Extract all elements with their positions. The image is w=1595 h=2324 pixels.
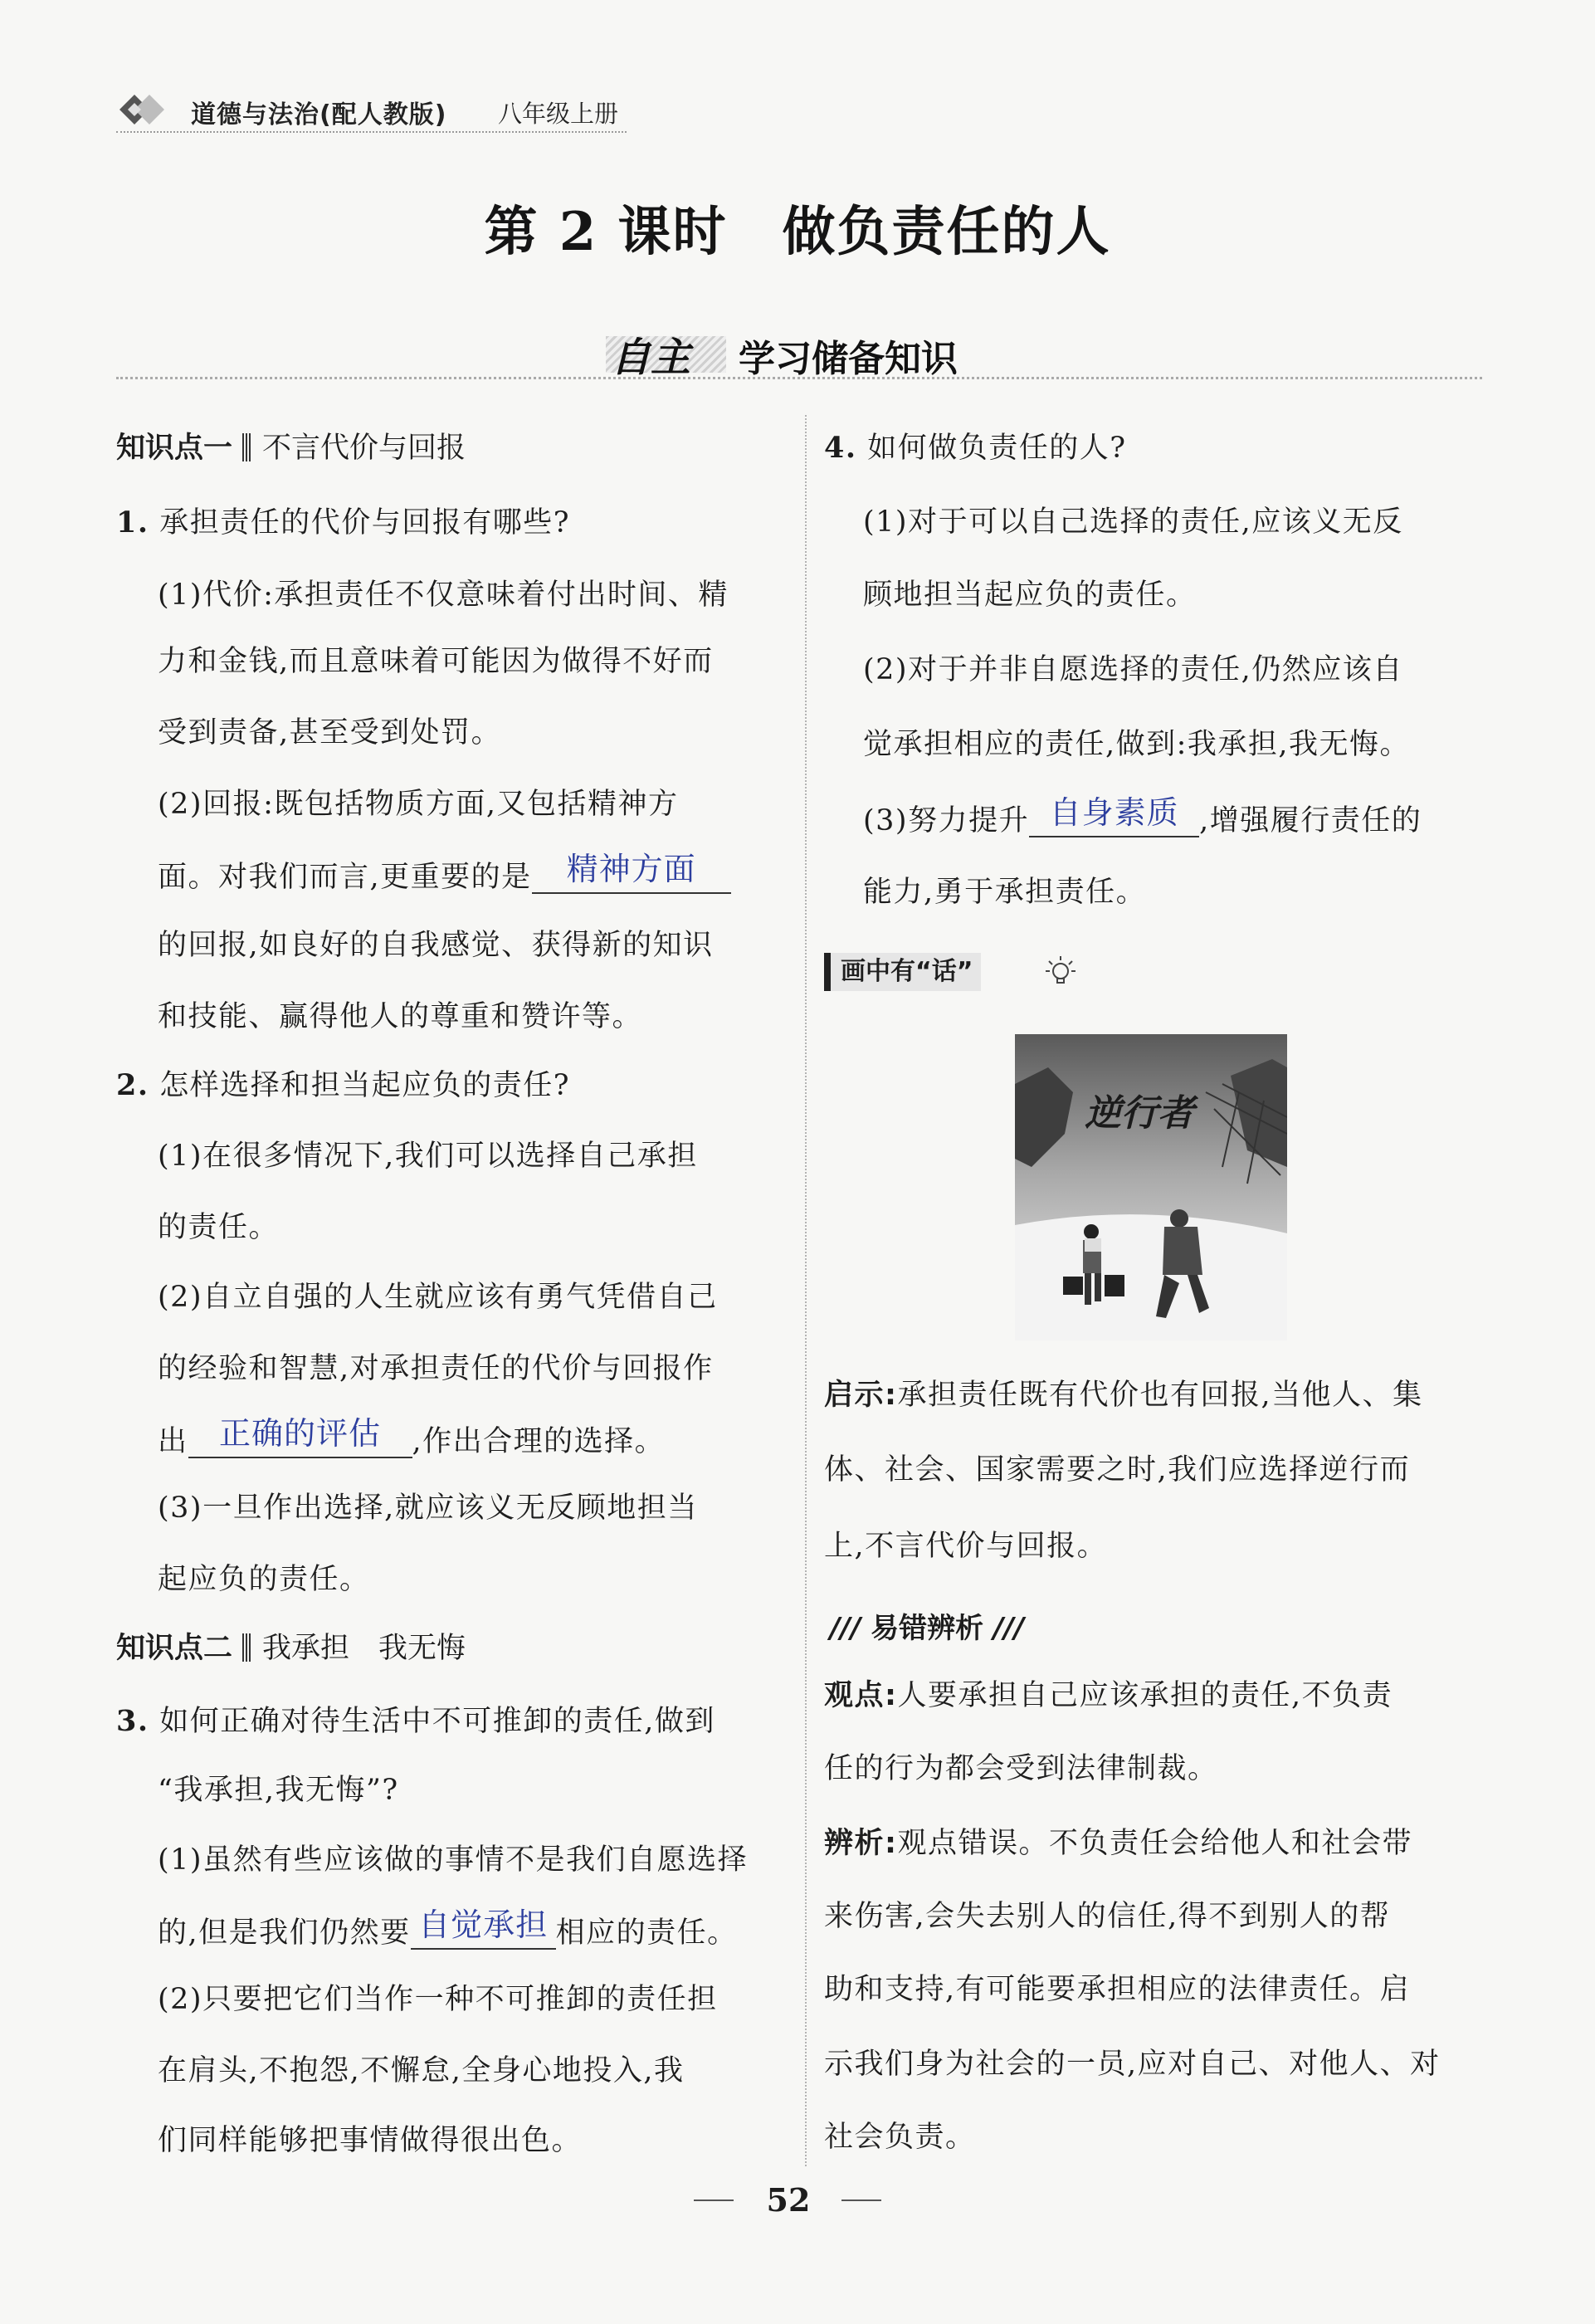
answer-blank <box>1029 794 1199 837</box>
analysis-text: 观点错误。不负责任会给他人和社会带 <box>897 1827 1413 1860</box>
insight-line-1 <box>824 1381 1423 1410</box>
knowledge-point-title: 我承担 我无悔 <box>262 1632 466 1665</box>
text-line: 和技能、赢得他人的尊重和赞许等。 <box>158 1000 643 1033</box>
book-title: 道德与法治(配人教版) <box>191 100 447 129</box>
viewpoint-line-1 <box>824 1679 1393 1712</box>
picture-section-label: 画中有“话” <box>824 953 981 991</box>
text-line: 的责任。 <box>158 1211 280 1244</box>
text-line: 的回报,如良好的自我感觉、获得新的知识 <box>158 929 714 962</box>
error-heading-text: 易错辨析 <box>871 1612 984 1645</box>
slash-decoration-icon: /// <box>830 1612 871 1645</box>
fill-blank-line <box>158 1415 666 1458</box>
text-segment: 出 <box>158 1425 188 1458</box>
insight-line-2: 体、社会、国家需要之时,我们应选择逆行而 <box>824 1453 1411 1487</box>
text-segment: 面。对我们而言,更重要的是 <box>158 861 532 894</box>
column-divider <box>805 415 807 2166</box>
knowledge-point-1 <box>116 433 466 463</box>
question-text: 如何正确对待生活中不可推卸的责任,做到 <box>159 1705 715 1738</box>
text-line: 们同样能够把事情做得很出色。 <box>158 2124 583 2157</box>
question-4 <box>824 433 1126 463</box>
text-line: 受到责备,甚至受到处罚。 <box>158 716 502 749</box>
page-number-rule-left <box>694 2200 734 2201</box>
text-line: (2)回报:既包括物质方面,又包括精神方 <box>158 788 679 821</box>
handwritten-answer: 正确的评估 <box>219 1415 382 1452</box>
knowledge-point-label: 知识点一 <box>116 432 233 465</box>
text-line: (2)自立自强的人生就应该有勇气凭借自己 <box>158 1281 718 1314</box>
slash-decoration-icon: /// <box>983 1612 1025 1645</box>
text-segment: ,增强履行责任的 <box>1199 804 1422 837</box>
text-line: “我承担,我无悔”? <box>158 1774 399 1807</box>
insight-label: 启示: <box>824 1379 898 1412</box>
answer-blank <box>188 1415 412 1458</box>
fill-blank-line <box>158 1907 738 1950</box>
retrograde-poster-image <box>1015 1034 1287 1340</box>
bar-icon <box>242 433 251 461</box>
text-line: (1)在很多情况下,我们可以选择自己承担 <box>158 1140 698 1173</box>
insight-line-3: 上,不言代价与回报。 <box>824 1530 1108 1563</box>
viewpoint-label: 观点: <box>824 1679 898 1712</box>
question-2 <box>116 1068 570 1102</box>
section-heading-strong: 自主 <box>611 334 691 381</box>
question-number: 2. <box>116 1068 149 1102</box>
question-text: 如何做负责任的人? <box>867 432 1127 465</box>
answer-blank <box>411 1907 556 1950</box>
knowledge-point-title: 不言代价与回报 <box>262 432 466 465</box>
question-number: 3. <box>116 1704 149 1738</box>
analysis-line-2: 来伤害,会失去别人的信任,得不到别人的帮 <box>824 1900 1391 1933</box>
question-3 <box>116 1706 715 1736</box>
lesson-title: 第 2 课时 做负责任的人 <box>484 201 1111 263</box>
handwritten-answer: 精神方面 <box>566 851 696 887</box>
question-1 <box>116 505 570 540</box>
page-number: 52 <box>766 2181 811 2219</box>
lightbulb-icon <box>1044 953 1077 991</box>
fill-blank-line <box>158 851 731 894</box>
text-line: (1)对于可以自己选择的责任,应该义无反 <box>863 505 1403 539</box>
knowledge-point-label: 知识点二 <box>116 1632 233 1665</box>
knowledge-point-2 <box>116 1633 466 1663</box>
text-line: (1)虽然有些应该做的事情不是我们自愿选择 <box>158 1843 749 1877</box>
text-line: (2)只要把它们当作一种不可推卸的责任担 <box>158 1983 718 2016</box>
poster-title: 逆行者 <box>1085 1092 1194 1135</box>
question-text: 承担责任的代价与回报有哪些? <box>159 506 570 540</box>
text-line: 在肩头,不抱怨,不懈怠,全身心地投入,我 <box>158 2054 685 2087</box>
text-line: 能力,勇于承担责任。 <box>863 876 1147 909</box>
question-number: 4. <box>824 431 857 465</box>
text-segment: (3)努力提升 <box>863 804 1030 837</box>
book-logo-icon <box>116 90 169 129</box>
text-segment: ,作出合理的选择。 <box>412 1425 666 1458</box>
analysis-label: 辨析: <box>824 1827 898 1860</box>
question-text: 怎样选择和担当起应负的责任? <box>159 1069 570 1102</box>
viewpoint-text: 人要承担自己应该承担的责任,不负责 <box>897 1679 1393 1712</box>
section-heading-text: 学习储备知识 <box>739 338 958 380</box>
question-number: 1. <box>116 505 149 540</box>
text-segment: 的,但是我们仍然要 <box>158 1916 411 1950</box>
analysis-line-1 <box>824 1829 1412 1858</box>
analysis-line-4: 示我们身为社会的一员,应对自己、对他人、对 <box>824 2048 1441 2081</box>
text-line: (1)代价:承担责任不仅意味着付出时间、精 <box>158 579 729 612</box>
page-number-rule-right <box>841 2200 881 2201</box>
text-line: 觉承担相应的责任,做到:我承担,我无悔。 <box>863 728 1411 761</box>
text-line: 顾地担当起应负的责任。 <box>863 579 1197 612</box>
text-line: 起应负的责任。 <box>158 1563 370 1596</box>
text-line: 的经验和智慧,对承担责任的代价与回报作 <box>158 1352 714 1385</box>
analysis-line-3: 助和支持,有可能要承担相应的法律责任。启 <box>824 1973 1411 2006</box>
book-grade: 八年级上册 <box>498 100 619 128</box>
insight-text: 承担责任既有代价也有回报,当他人、集 <box>897 1379 1423 1412</box>
text-segment: 相应的责任。 <box>555 1916 738 1950</box>
analysis-line-5: 社会负责。 <box>824 2121 976 2154</box>
handwritten-answer: 自身素质 <box>1049 794 1179 831</box>
answer-blank <box>532 851 731 894</box>
handwritten-answer: 自觉承担 <box>418 1907 549 1943</box>
header-divider <box>116 131 627 133</box>
bar-icon <box>242 1633 251 1662</box>
text-line: (3)一旦作出选择,就应该义无反顾地担当 <box>158 1492 698 1525</box>
text-line: (2)对于并非自愿选择的责任,仍然应该自 <box>863 653 1403 686</box>
text-line: 力和金钱,而且意味着可能因为做得不好而 <box>158 645 714 678</box>
error-analysis-heading <box>830 1605 1024 1646</box>
viewpoint-line-2: 任的行为都会受到法律制裁。 <box>824 1752 1218 1785</box>
section-divider <box>116 377 1482 379</box>
fill-blank-line <box>863 794 1422 837</box>
